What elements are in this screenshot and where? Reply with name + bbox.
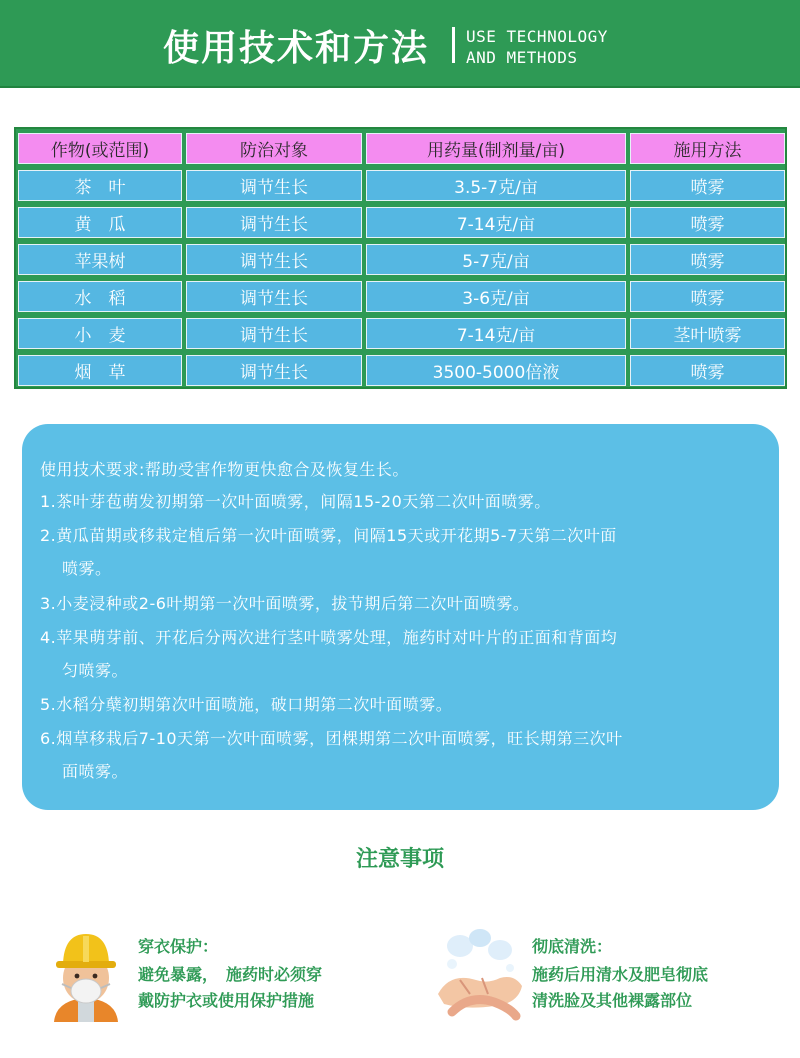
instruction-item-continued: 喷雾。 (62, 559, 112, 578)
note-cleaning-line: 清洗脸及其他裸露部位 (532, 991, 693, 1010)
instruction-item: 4.苹果萌芽前、开花后分两次进行茎叶喷雾处理，施药时对叶片的正面和背面均 (40, 628, 618, 647)
header-english-subtitle (466, 26, 608, 68)
note-protection-line: 戴防护衣或使用保护措施 (138, 991, 315, 1010)
table-cell-dosage: 3500-5000倍液 (366, 355, 626, 386)
header-subtitle-line2: AND METHODS (466, 48, 578, 67)
instruction-item-continued: 匀喷雾。 (62, 661, 129, 680)
header-divider (452, 27, 455, 63)
note-cleaning-heading: 彻底清洗： (532, 937, 613, 956)
table-cell-method: 喷雾 (630, 355, 785, 386)
table-cell-crop: 水 稻 (18, 281, 182, 312)
table-cell-dosage: 7-14克/亩 (366, 207, 626, 238)
note-cleaning-line: 施药后用清水及肥皂彻底 (532, 965, 709, 984)
table-cell-target: 调节生长 (186, 170, 362, 201)
header-subtitle-line1: USE TECHNOLOGY (466, 27, 608, 46)
table-cell-target: 调节生长 (186, 318, 362, 349)
table-cell-dosage: 3.5-7克/亩 (366, 170, 626, 201)
usage-instructions-panel (22, 424, 779, 810)
table-cell-method: 喷雾 (630, 244, 785, 275)
table-header-crop: 作物(或范围) (18, 133, 182, 164)
hand-washing-icon (430, 920, 528, 1024)
table-cell-dosage: 3-6克/亩 (366, 281, 626, 312)
table-cell-target: 调节生长 (186, 355, 362, 386)
note-protection-heading: 穿衣保护： (138, 937, 219, 956)
note-protection-line: 避免暴露， 施药时必须穿 (138, 965, 323, 984)
instruction-item: 3.小麦浸种或2-6叶期第一次叶面喷雾，拔节期后第二次叶面喷雾。 (40, 594, 530, 613)
header-title: 使用技术和方法 (163, 28, 430, 69)
table-cell-target: 调节生长 (186, 281, 362, 312)
instruction-item: 5.水稻分蘖初期第次叶面喷施，破口期第二次叶面喷雾。 (40, 695, 453, 714)
protective-gear-worker-icon (36, 926, 136, 1026)
table-cell-crop: 烟 草 (18, 355, 182, 386)
instruction-item: 2.黄瓜苗期或移栽定植后第一次叶面喷雾，间隔15天或开花期5-7天第二次叶面 (40, 526, 617, 545)
table-cell-target: 调节生长 (186, 244, 362, 275)
instruction-intro: 使用技术要求:帮助受害作物更快愈合及恢复生长。 (40, 460, 409, 479)
usage-table (14, 127, 787, 389)
table-cell-dosage: 5-7克/亩 (366, 244, 626, 275)
page-header (0, 0, 800, 88)
table-cell-method: 喷雾 (630, 281, 785, 312)
table-cell-crop: 黄 瓜 (18, 207, 182, 238)
precautions-title: 注意事项 (355, 847, 444, 872)
instruction-item: 6.烟草移栽后7-10天第一次叶面喷雾，团棵期第二次叶面喷雾，旺长期第三次叶 (40, 729, 623, 748)
table-header-dosage: 用药量(制剂量/亩) (366, 133, 626, 164)
table-cell-method: 喷雾 (630, 207, 785, 238)
table-cell-target: 调节生长 (186, 207, 362, 238)
table-cell-method: 茎叶喷雾 (630, 318, 785, 349)
table-header-target: 防治对象 (186, 133, 362, 164)
table-cell-crop: 苹果树 (18, 244, 182, 275)
instruction-item-continued: 面喷雾。 (62, 762, 129, 781)
table-cell-crop: 茶 叶 (18, 170, 182, 201)
table-cell-method: 喷雾 (630, 170, 785, 201)
table-header-method: 施用方法 (630, 133, 785, 164)
table-cell-dosage: 7-14克/亩 (366, 318, 626, 349)
instruction-item: 1.茶叶芽苞萌发初期第一次叶面喷雾，间隔15-20天第二次叶面喷雾。 (40, 492, 551, 511)
table-cell-crop: 小 麦 (18, 318, 182, 349)
